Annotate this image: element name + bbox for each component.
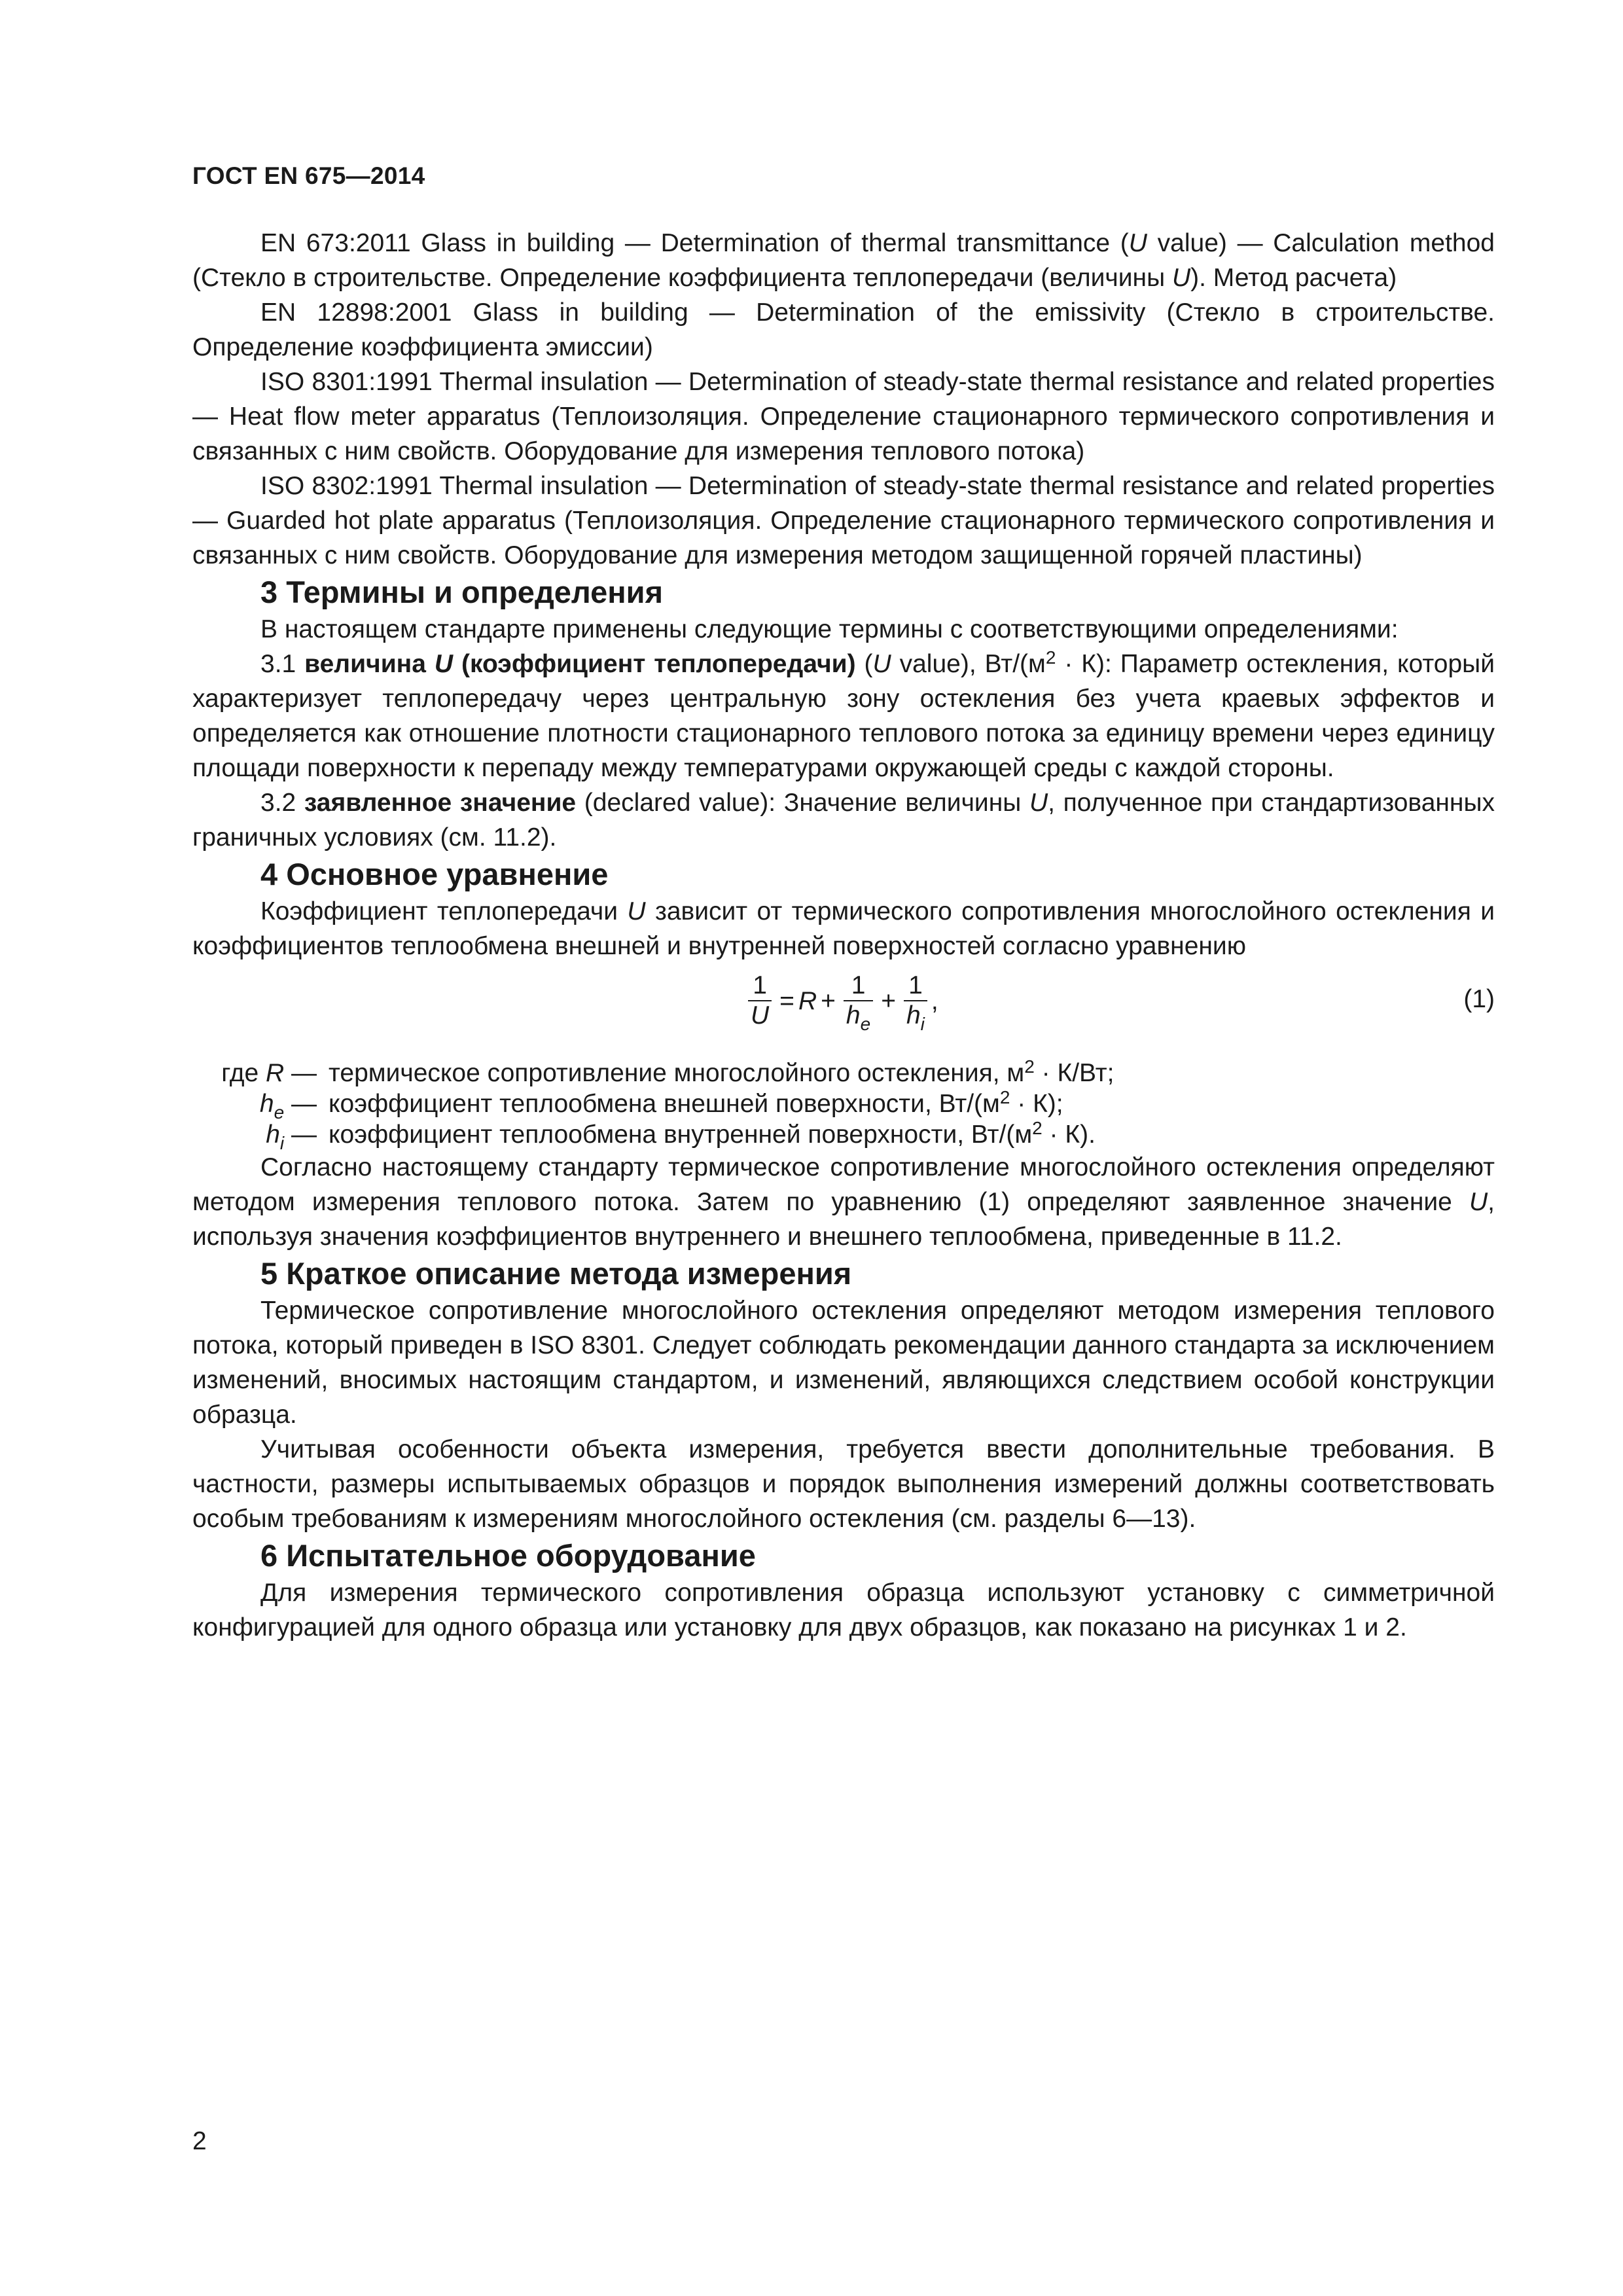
document-body [192,226,1495,1645]
reference-en12898: EN 12898:2001 Glass in building — Determination of the emissivity (Стекло в строительстве. Определение коэффициента эмиссии) [192,298,1495,361]
fraction-1-over-u: $\frac{1}{U}$ [748,971,772,1030]
section-4-intro: Коэффициент теплопередачи U зависит от термического сопротивления многослойного остекления и коэффициентов теплообмена внешней и внутренней поверхностей согласно уравнению [192,897,1495,960]
section-4-after: Согласно настоящему стандарту термическое сопротивление многослойного остекления определяют методом измерения теплового потока. Затем по уравнению (1) определяют заявленное значение U, используя значения коэффициентов внутреннего и внешнего теплообмена, приведенные в 11.2. [192,1153,1495,1251]
term-3-1-name: величина U (коэффициент теплопередачи) [304,650,856,678]
equation-number: (1) [1463,985,1495,1013]
equation-body: $\frac{1}{U}$ = R + $\frac{1}{h_e}$ + $\frac{1}{h_i}$ , [744,971,938,1030]
section-5-para-2: Учитывая особенности объекта измерения, требуется ввести дополнительные требования. В частности, размеры испытываемых образцов и порядок выполнения измерений должны соответствовать особым требованиям к измерениям многослойного остекления (см. разделы 6—13). [192,1435,1495,1533]
term-3-1: 3.1 величина U (коэффициент теплопередачи) (U value), $Вт/(м^2 \cdot К)$: Параметр остекления, который характеризует теплопередачу через центральную зону остекления без учета краевых эффектов и определяется как отношение плотности стационарного теплового потока за единицу времени через единицу площади поверхности к перепаду между температурами окружающей среды с каждой стороны. [192,647,1495,782]
page-number: 2 [192,2127,207,2155]
fraction-1-over-hi: $\frac{1}{h_i}$ [904,971,927,1030]
equation-1 [192,967,1495,1054]
symbol-r: R [798,986,817,1015]
section-3-intro: В настоящем стандарте применены следующие термины с соответствующими определениями: [260,615,1399,643]
reference-iso8302: ISO 8302:1991 Thermal insulation — Determination of steady-state thermal resistance and related properties — Guarded hot plate apparatus (Теплоизоляция. Определение стационарного термического сопротивления и связанных с ним свойств. Оборудование для измерения методом защищенной горячей пластины) [192,472,1495,569]
section-5-para-1: Термическое сопротивление многослойного остекления определяют методом измерения теплового потока, который приведен в ISO 8301. Следует соблюдать рекомендации данного стандарта за исключением изменений, вносимых настоящим стандартом, и изменений, являющихся следствием особой конструкции образца. [192,1297,1495,1429]
symbol-definitions [192,1056,1495,1153]
term-3-2: 3.2 заявленное значение (declared value): Значение величины U, полученное при стандартизованных граничных условиях (см. 11.2). [192,789,1495,852]
document-header: ГОСТ EN 675—2014 [192,162,425,189]
fraction-1-over-he: $\frac{1}{h_e}$ [844,971,873,1030]
definition-hi: $h_i$ — коэффициент теплообмена внутренней поверхности, $Вт/(м^2 \cdot К)$. [266,1118,1096,1153]
section-6-para-1: Для измерения термического сопротивления образца используют установку с симметричной конфигурацией для одного образца или установку для двух образцов, как показано на рисунках 1 и 2. [192,1579,1495,1641]
section-5-heading: 5 Краткое описание метода измерения [260,1256,852,1291]
definition-r: где R — термическое сопротивление многослойного остекления, $м^2 \cdot К/Вт$; [221,1056,1115,1087]
definition-he: $h_e$ — коэффициент теплообмена внешней поверхности, $Вт/(м^2 \cdot К)$; [259,1087,1063,1122]
section-3-heading: 3 Термины и определения [260,575,663,609]
reference-en673: EN 673:2011 Glass in building — Determination of thermal transmittance (U value) — Calculation method (Стекло в строительстве. Определение коэффициента теплопередачи (величины U). Метод расчета) [192,229,1495,292]
reference-iso8301: ISO 8301:1991 Thermal insulation — Determination of steady-state thermal resistance and related properties — Heat flow meter apparatus (Теплоизоляция. Определение стационарного термического сопротивления и связанных с ним свойств. Оборудование для измерения теплового потока) [192,368,1495,465]
term-3-2-name: заявленное значение [304,789,577,817]
section-4-heading: 4 Основное уравнение [260,857,609,891]
section-6-heading: 6 Испытательное оборудование [260,1538,756,1573]
